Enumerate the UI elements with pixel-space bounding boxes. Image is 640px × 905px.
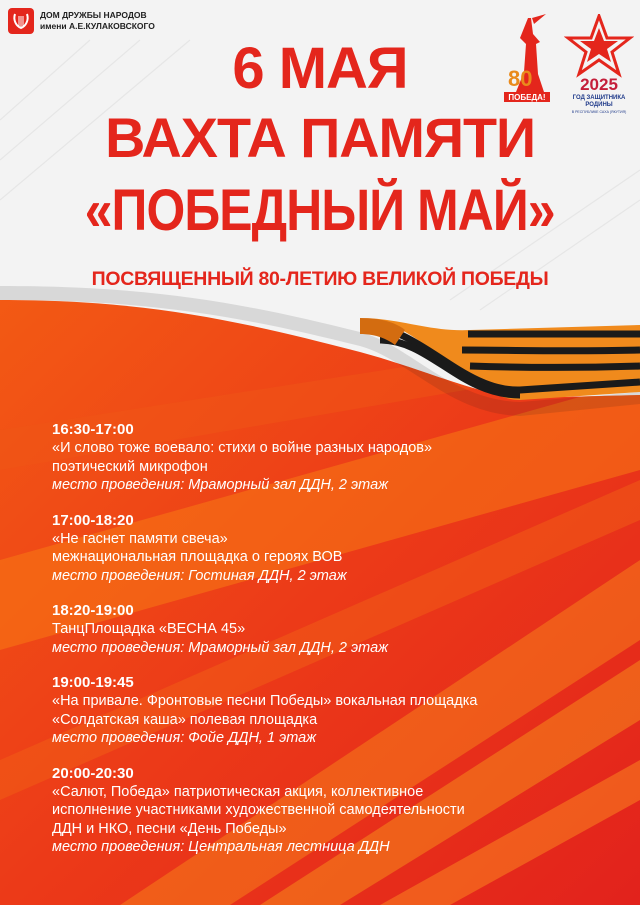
- event-description: ДДН и НКО, песни «День Победы»: [52, 820, 287, 837]
- title-line1: ВАХТА ПАМЯТИ: [104, 106, 535, 169]
- event-time: 17:00-18:20: [52, 511, 134, 529]
- schedule-item: [52, 420, 612, 495]
- event-description: межнациональная площадка о героях ВОВ: [52, 549, 343, 565]
- schedule-list: [52, 420, 612, 873]
- title-line2: «ПОБЕДНЫЙ МАЙ»: [85, 178, 555, 243]
- schedule-item: [52, 601, 612, 657]
- schedule-item: [52, 673, 612, 748]
- event-place: место проведения: Мраморный зал ДДН, 2 этаж: [52, 477, 389, 493]
- badge-year: 2025: [580, 75, 618, 94]
- badge-victory-label: ПОБЕДА!: [508, 93, 546, 102]
- event-description: «На привале. Фронтовые песни Победы» вокальная площадка: [52, 693, 478, 709]
- badge-year-line2: РОДИНЫ: [585, 102, 613, 108]
- event-date: 6 МАЯ: [232, 36, 408, 101]
- badge-year-line3: В РЕСПУБЛИКЕ САХА (ЯКУТИЯ): [571, 110, 627, 114]
- subtitle: ПОСВЯЩЕННЫЙ 80-ЛЕТИЮ ВЕЛИКОЙ ПОБЕДЫ: [91, 268, 549, 290]
- event-description: «Солдатская каша» полевая площадка: [52, 711, 318, 728]
- org-name-line1: ДОМ ДРУЖБЫ НАРОДОВ: [40, 10, 147, 20]
- event-description: исполнение участниками художественной самодеятельности: [52, 802, 465, 818]
- schedule-item: [52, 764, 612, 857]
- lyre-logo-icon: [8, 8, 34, 34]
- org-name-line2: имени А.Е.КУЛАКОВСКОГО: [40, 21, 155, 31]
- event-place: место проведения: Гостиная ДДН, 2 этаж: [52, 567, 347, 584]
- event-description: «Салют, Победа» патриотическая акция, коллективное: [52, 783, 424, 800]
- event-place: место проведения: Мраморный зал ДДН, 2 этаж: [52, 639, 389, 656]
- event-description: поэтический микрофон: [52, 458, 208, 475]
- event-place: место проведения: Фойе ДДН, 1 этаж: [52, 730, 317, 746]
- event-time: 18:20-19:00: [52, 602, 134, 619]
- event-place: место проведения: Центральная лестница ДДН: [52, 839, 390, 855]
- event-description: ТанцПлощадка «ВЕСНА 45»: [52, 621, 246, 637]
- event-description: «И слово тоже воевало: стихи о войне разных народов»: [52, 440, 433, 456]
- badge-80-number: 80: [508, 66, 533, 91]
- badge-year-line1: ГОД ЗАЩИТНИКА: [572, 95, 626, 101]
- organization-block: [8, 8, 155, 34]
- event-time: 20:00-20:30: [52, 764, 134, 782]
- event-time: 19:00-19:45: [52, 674, 134, 691]
- event-description: «Не гаснет памяти свеча»: [52, 530, 228, 547]
- schedule-item: [52, 511, 612, 586]
- event-time: 16:30-17:00: [52, 421, 134, 438]
